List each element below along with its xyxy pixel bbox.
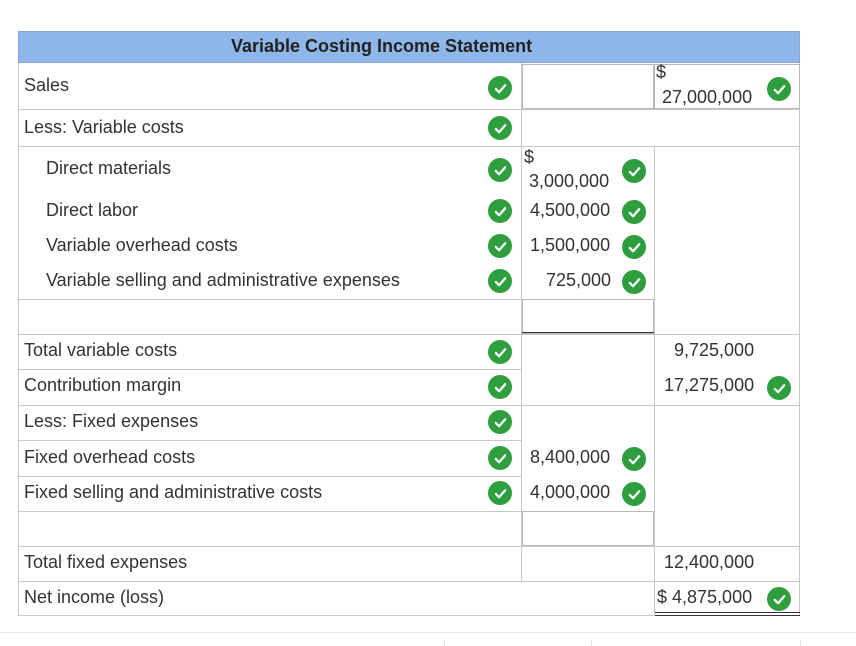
check-circle-icon	[622, 235, 646, 259]
check-circle-icon	[622, 270, 646, 294]
variable-selling-value: 725,000	[546, 270, 612, 290]
label-fixed-overhead: Fixed overhead costs	[24, 447, 196, 467]
total-variable-value: 9,725,000	[674, 340, 755, 360]
row-divider	[18, 334, 800, 335]
row-divider	[18, 511, 522, 512]
column-divider	[654, 334, 655, 616]
sales-blank-input[interactable]	[522, 64, 654, 109]
label-total-fixed: Total fixed expenses	[24, 552, 188, 572]
check-circle-icon	[488, 76, 512, 100]
net-income-double-underline	[655, 612, 800, 613]
check-circle-icon	[488, 410, 512, 434]
label-less-fixed: Less: Fixed expenses	[24, 411, 199, 431]
footer-divider	[591, 640, 592, 646]
check-circle-icon	[622, 447, 646, 471]
check-circle-icon	[622, 482, 646, 506]
check-circle-icon	[488, 116, 512, 140]
footer-divider	[444, 640, 445, 646]
column-divider	[654, 146, 655, 334]
blank-input[interactable]	[522, 511, 654, 546]
statement-title: Variable Costing Income Statement	[231, 36, 533, 56]
check-circle-icon	[622, 200, 646, 224]
check-circle-icon	[488, 199, 512, 223]
label-sales: Sales	[24, 75, 70, 95]
row-divider	[18, 476, 522, 477]
check-circle-icon	[767, 77, 791, 101]
check-circle-icon	[488, 340, 512, 364]
check-circle-icon	[622, 159, 646, 183]
check-circle-icon	[488, 269, 512, 293]
subtotal-underline	[522, 332, 654, 333]
row-divider	[18, 109, 800, 110]
direct-materials-value: 3,000,000	[529, 171, 610, 191]
row-divider	[18, 299, 522, 300]
contribution-margin-value: 17,275,000	[664, 375, 755, 395]
fixed-selling-value: 4,000,000	[530, 482, 611, 502]
check-circle-icon	[488, 234, 512, 258]
label-net-income: Net income (loss)	[24, 587, 165, 607]
label-direct-labor: Direct labor	[46, 200, 139, 220]
footer-divider	[800, 640, 801, 646]
fixed-overhead-value: 8,400,000	[530, 447, 611, 467]
row-divider	[18, 405, 800, 406]
net-income-double-underline	[655, 615, 800, 616]
variable-overhead-value: 1,500,000	[530, 235, 611, 255]
check-circle-icon	[767, 376, 791, 400]
row-divider	[18, 581, 800, 582]
row-divider	[18, 369, 522, 370]
row-divider	[18, 440, 522, 441]
total-fixed-value: 12,400,000	[664, 552, 755, 572]
label-variable-selling: Variable selling and administrative expenses	[46, 270, 400, 290]
row-divider	[18, 546, 800, 547]
net-income-value: $ 4,875,000	[657, 587, 753, 607]
blank-input[interactable]	[522, 299, 654, 334]
check-circle-icon	[488, 481, 512, 505]
check-circle-icon	[488, 158, 512, 182]
statement-header	[18, 31, 800, 63]
sales-dollar-sign: $	[656, 62, 667, 82]
check-circle-icon	[488, 446, 512, 470]
dm-dollar-sign: $	[524, 147, 535, 167]
label-total-variable: Total variable costs	[24, 340, 178, 360]
label-fixed-selling: Fixed selling and administrative costs	[24, 482, 323, 502]
direct-labor-value: 4,500,000	[530, 200, 611, 220]
sales-value: 27,000,000	[662, 87, 753, 107]
label-variable-overhead: Variable overhead costs	[46, 235, 238, 255]
label-contribution-margin: Contribution margin	[24, 375, 182, 395]
label-less-variable: Less: Variable costs	[24, 117, 184, 137]
label-direct-materials: Direct materials	[46, 158, 172, 178]
footer-divider	[0, 632, 856, 633]
check-circle-icon	[488, 375, 512, 399]
check-circle-icon	[767, 587, 791, 611]
row-divider	[18, 146, 800, 147]
